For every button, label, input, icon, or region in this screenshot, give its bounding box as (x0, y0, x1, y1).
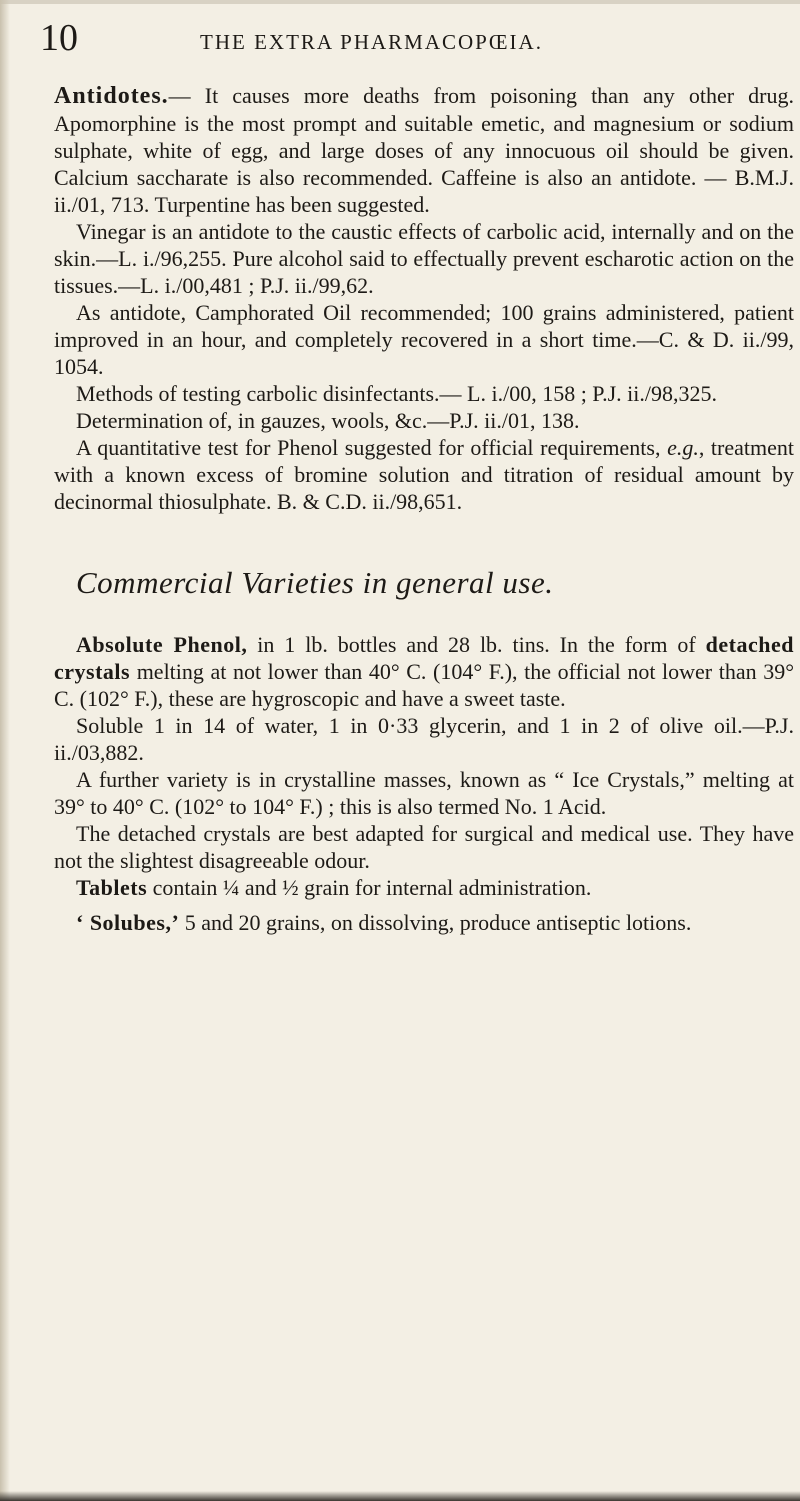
antidotes-heading: Antidotes. (54, 83, 169, 109)
quantitative-test-text-2: , treatment with a known excess of bromine solution and titration of residual amount by decinormal thiosulphate. B. & C.D. ii./98,651. (54, 435, 794, 514)
scan-edge-bottom (0, 1491, 800, 1501)
page-header (40, 14, 800, 64)
absolute-phenol-text-2: melting at not lower than 40° C. (104° F.), the official not lower than 39° C. (102° F.), these are hygroscopic and have a sweet taste. (54, 659, 794, 711)
running-head: THE EXTRA PHARMACOPŒIA. (200, 30, 543, 54)
determination-paragraph: Determination of, in gauzes, wools, &c.—P.J. ii./01, 138. (76, 408, 580, 433)
quantitative-test-italic: e.g. (667, 435, 699, 460)
quantitative-test-paragraph (54, 434, 794, 515)
absolute-phenol-paragraph (54, 631, 794, 712)
antidotes-text: — It causes more deaths from poisoning than any other drug. Apomorphine is the most prompt and suitable emetic, and magnesium or sodium sulphate, white of egg, and large doses of any innocuous oil should be given. Calcium saccharate is also recommended. Caffeine is also an antidote. — B.M.J. ii./01, 713. Turpentine has been suggested. (54, 83, 794, 217)
absolute-phenol-text-1: in 1 lb. bottles and 28 lb. tins. In the form of (247, 632, 706, 657)
camphorated-oil-paragraph: As antidote, Camphorated Oil recommended; 100 grains administered, patient improved in an hour, and completely recovered in a short time.—C. & D. ii./99, 1054. (54, 300, 794, 379)
tablets-label: Tablets (76, 875, 148, 900)
solubes-label: ‘ Solubes,’ (76, 910, 180, 935)
body-text (54, 82, 794, 936)
solubility-paragraph: Soluble 1 in 14 of water, 1 in 0·33 glycerin, and 1 in 2 of olive oil.—P.J. ii./03,882. (54, 713, 794, 765)
absolute-phenol-label: Absolute Phenol, (76, 632, 248, 657)
tablets-paragraph (54, 874, 794, 901)
testing-methods-paragraph: Methods of testing carbolic disinfectants.— L. i./00, 158 ; P.J. ii./98,325. (76, 381, 717, 406)
scan-edge-left (0, 0, 10, 1501)
vinegar-paragraph: Vinegar is an antidote to the caustic effects of carbolic acid, internally and on the skin.—L. i./96,255. Pure alcohol said to effectually prevent escharotic action on the tissues.—L. i./00,481 ; P.J. ii./99,62. (54, 219, 794, 298)
quantitative-test-text-1: A quantitative test for Phenol suggested for official requirements, (76, 435, 668, 460)
ice-crystals-paragraph: A further variety is in crystalline masses, known as “ Ice Crystals,” melting at 39° to 40° C. (102° to 104° F.) ; this is also termed No. 1 Acid. (54, 767, 794, 819)
detached-crystals-label: detached crystals (54, 632, 794, 684)
scan-edge-top (0, 0, 800, 4)
page-number: 10 (40, 17, 78, 59)
solubes-text: 5 and 20 grains, on dissolving, produce antiseptic lotions. (179, 910, 692, 935)
antidotes-paragraph (54, 82, 794, 218)
detached-crystals-paragraph: The detached crystals are best adapted for surgical and medical use. They have not the slightest disagreeable odour. (54, 821, 794, 873)
tablets-text: contain ¼ and ½ grain for internal administration. (147, 875, 592, 900)
section-title: Commercial Varieties in general use. (76, 565, 554, 600)
solubes-paragraph (54, 909, 794, 936)
